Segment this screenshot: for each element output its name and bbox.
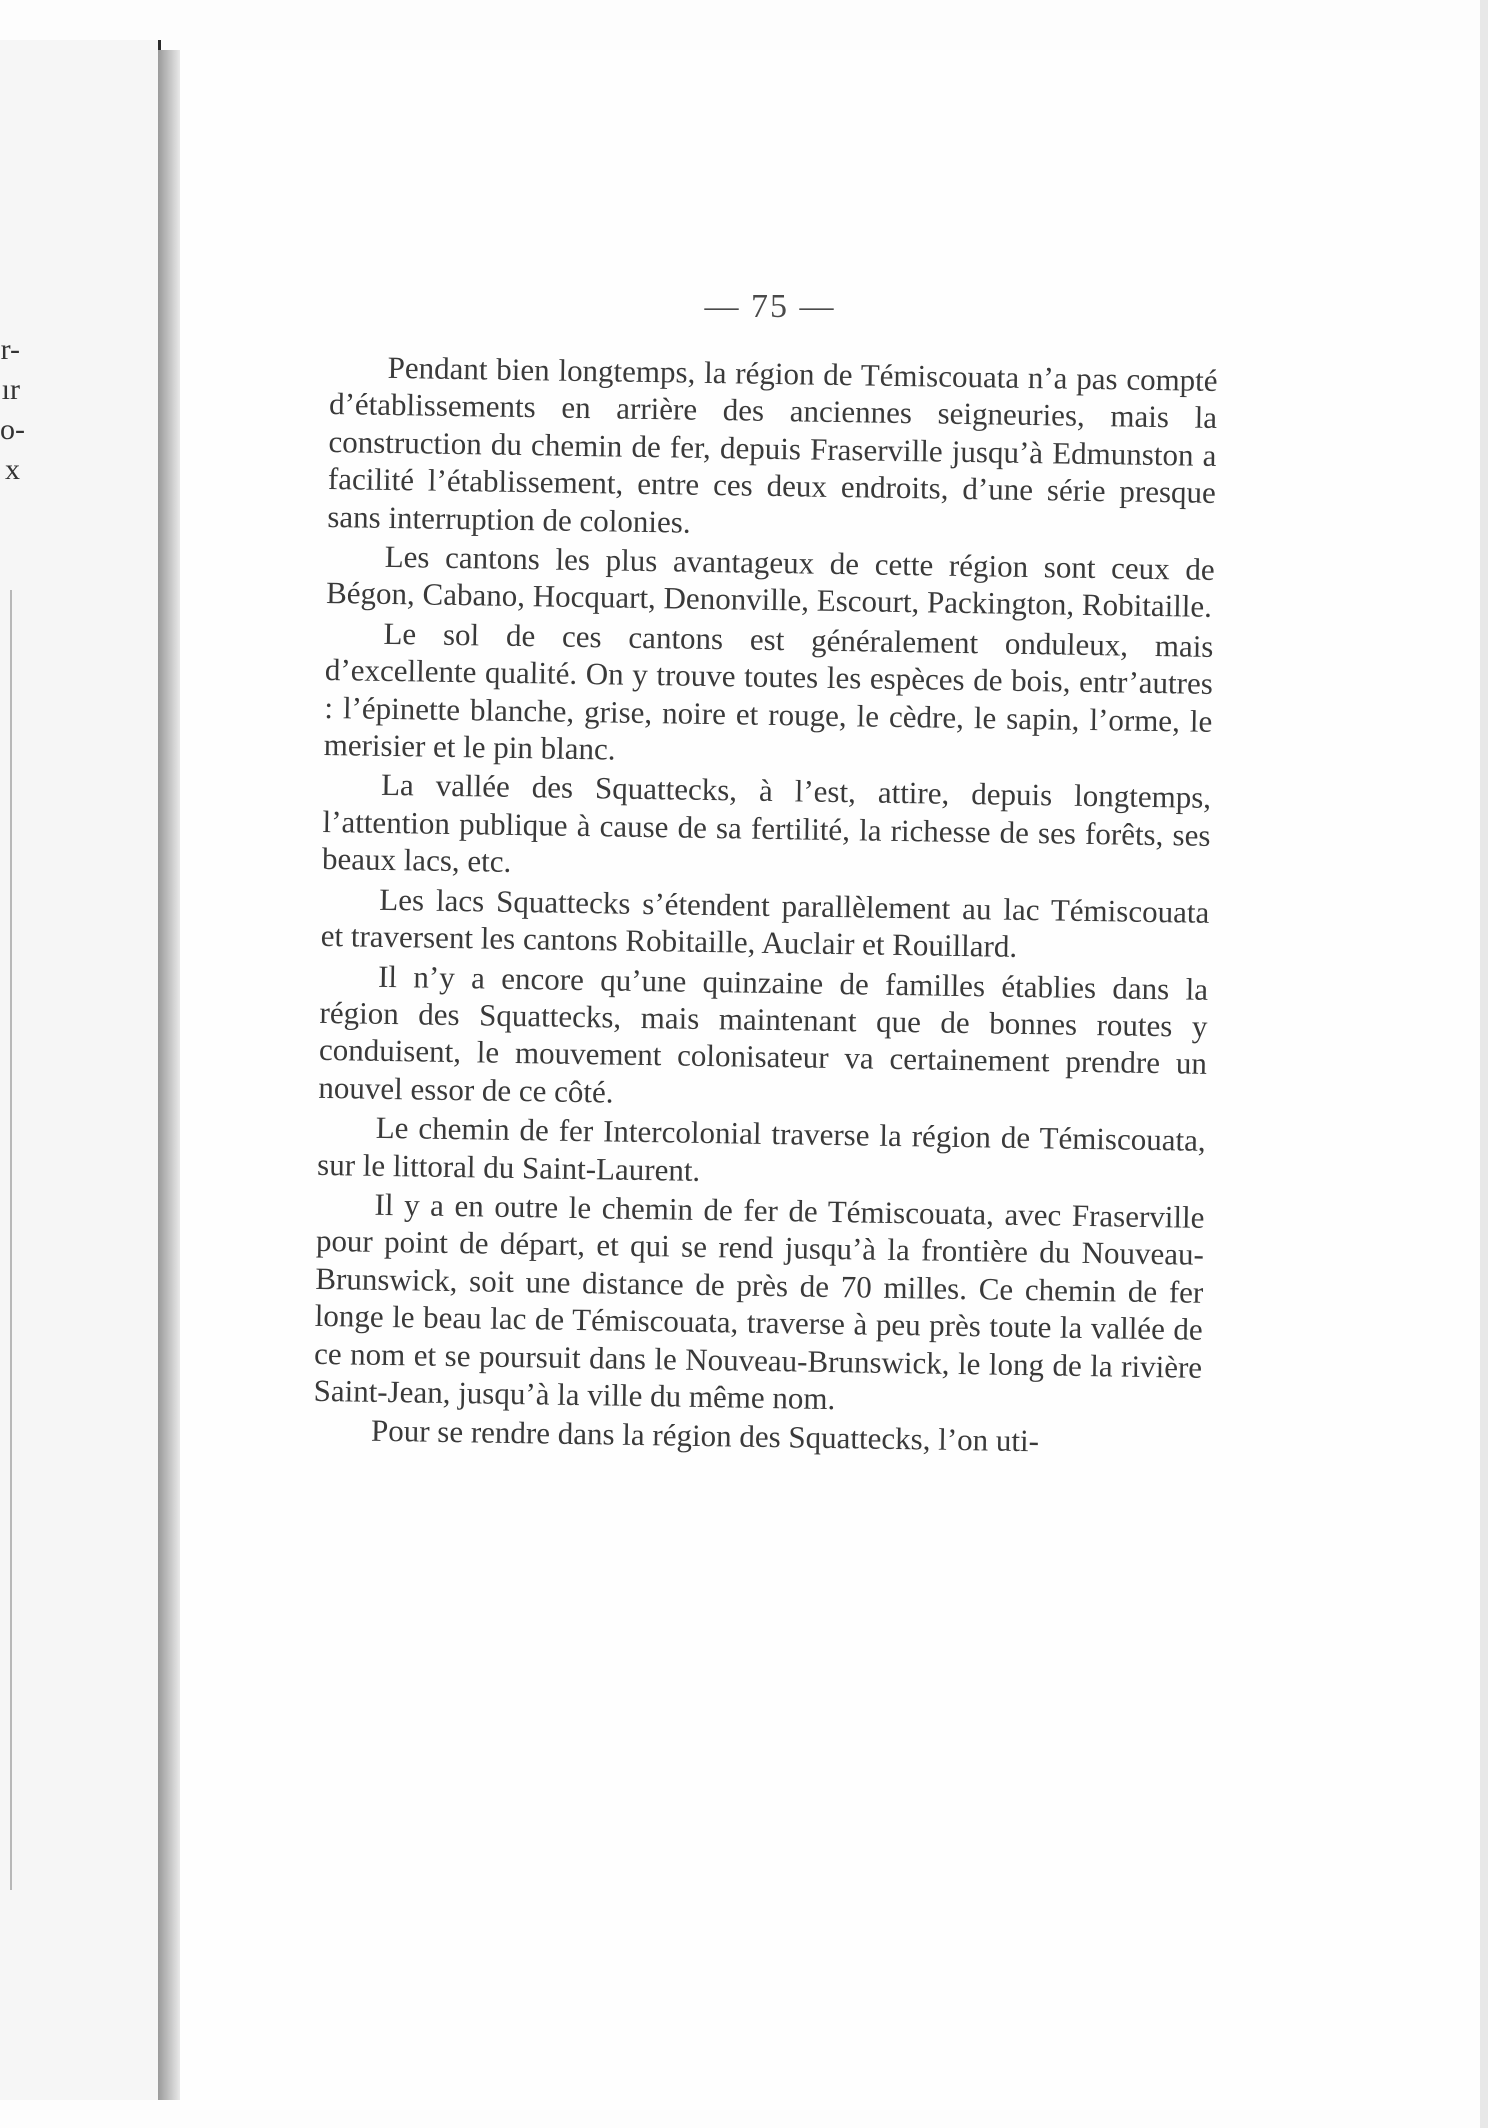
paragraph: Les cantons les plus avantageux de cette région sont ceux de Bégon, Cabano, Hocquart, Denonville, Escourt, Packington, Robitaille. [325, 538, 1215, 625]
paragraph: Il n’y a encore qu’une quinzaine de familles établies dans la région des Squattecks, mais maintenant que de bonnes routes y conduisent, le mouvement colonisateur va certainement prendre un nouvel essor de ce côté. [318, 958, 1209, 1110]
book-gutter-shadow [158, 50, 180, 2100]
paragraph: Les lacs Squattecks s’étendent parallèlement au lac Témiscouata et traversent les cantons Robitaille, Auclair et Rouillard. [320, 881, 1210, 964]
page-body-text [313, 348, 1218, 1465]
left-fragment: r- [0, 333, 20, 366]
paragraph: La vallée des Squattecks, à l’est, attire, depuis longtemps, l’attention publique à cause de sa fertilité, la richesse de ses forêts, ses beaux lacs, etc. [321, 767, 1212, 880]
paragraph: Le sol de ces cantons est généralement onduleux, mais d’excellente qualité. On y trouve toutes les espèces de bois, entr’autres : l’épinette blanche, grise, noire et rouge, le cèdre, le sapin, l’orme, le merisier et le pin blanc. [323, 615, 1214, 767]
paragraph: Il y a en outre le chemin de fer de Témiscouata, avec Fraserville pour point de départ, et qui se rend jusqu’à la frontière du Nouveau-Brunswick, soit une distance de près de 70 milles. Ce chemin de fer longe le beau lac de Témiscouata, traverse à peu près toute la vallée de ce nom et se poursuit dans le Nouveau-Brunswick, le long de la rivière Saint-Jean, jusqu’à la ville du même nom. [313, 1186, 1205, 1417]
paragraph: Pour se rendre dans la région des Squattecks, l’on uti- [370, 1413, 1040, 1459]
paragraph: Pendant bien longtemps, la région de Témiscouata n’a pas compté d’établissements en arrière des anciennes seigneuries, mais la construction du chemin de fer, depuis Fraserville jusqu’à Edmunston a facilité l’établissement, entre ces deux endroits, d’une série presque sans interruption de colonies. [327, 349, 1218, 540]
paragraph: Le chemin de fer Intercolonial traverse la région de Témiscouata, sur le littoral du Saint-Laurent. [316, 1109, 1206, 1188]
left-fragment: x [5, 453, 20, 486]
left-page-inner-edge [10, 590, 12, 1890]
page-number: — 75 — [704, 288, 836, 325]
left-fragment: o- [0, 413, 25, 446]
left-page-text-fragments [0, 330, 25, 490]
left-facing-page [0, 40, 161, 2100]
scan-right-edge [1480, 0, 1488, 2128]
left-fragment: ır [1, 373, 20, 406]
